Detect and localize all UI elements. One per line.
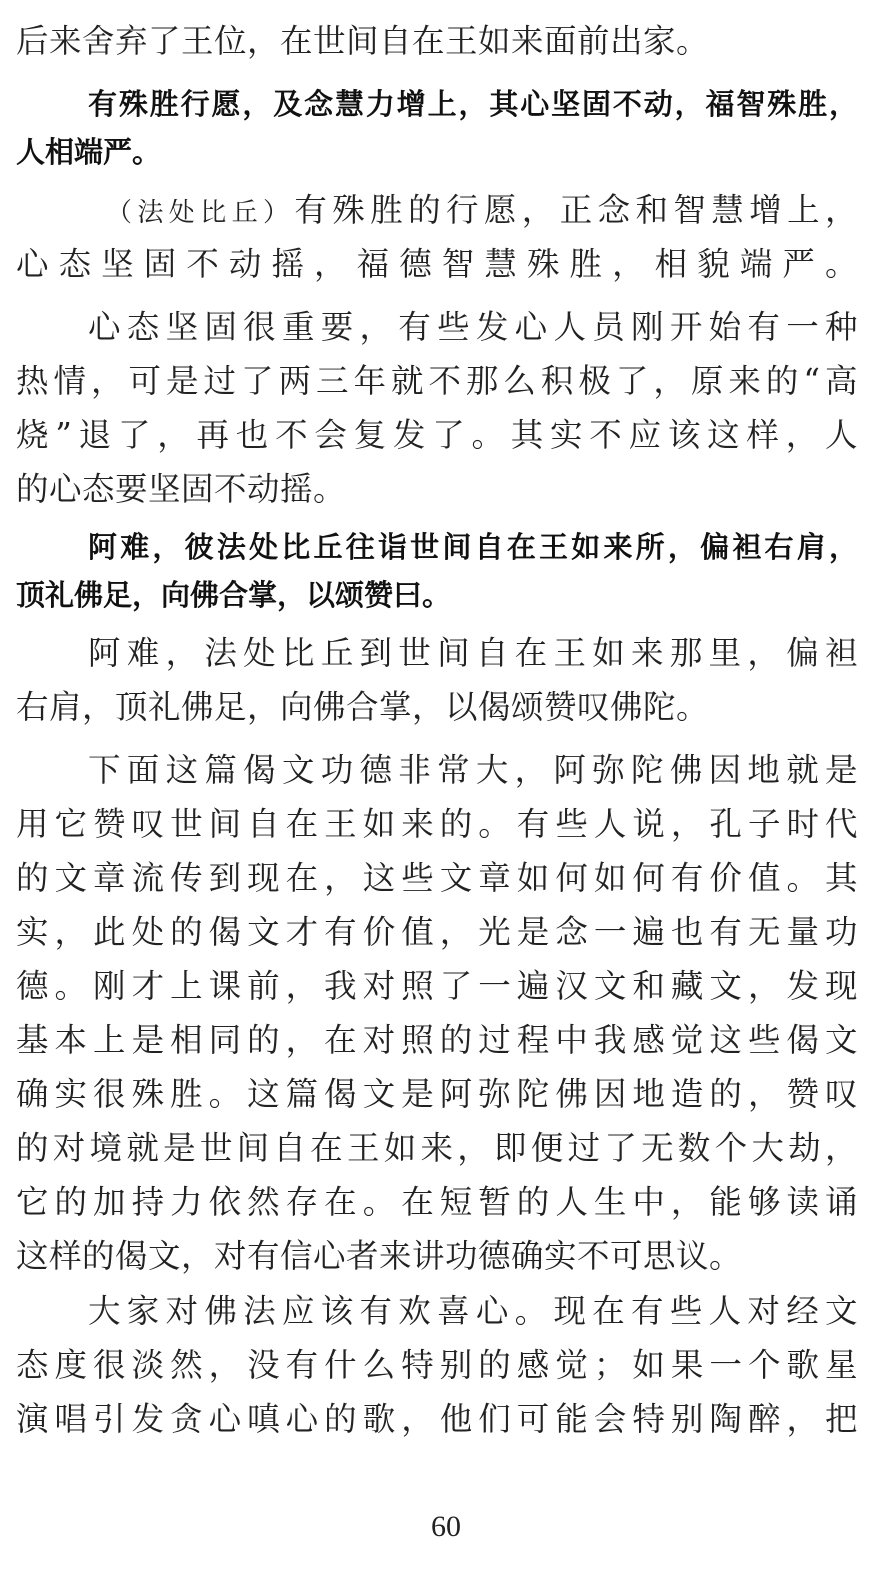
commentary-line: 德。刚才上课前，我对照了一遍汉文和藏文，发现	[16, 967, 858, 1005]
translation-line: 心态坚固不动摇，福德智慧殊胜，相貌端严。	[16, 245, 858, 283]
sutra-line: 人相端严。	[16, 135, 162, 169]
commentary-line: 确实很殊胜。这篇偈文是阿弥陀佛因地造的，赞叹	[16, 1075, 858, 1113]
speaker-note: （法处比丘）	[106, 198, 295, 228]
translation-line: 右肩，顶礼佛足，向佛合掌，以偈颂赞叹佛陀。	[16, 688, 710, 726]
commentary-line: 用它赞叹世间自在王如来的。有些人说，孔子时代	[16, 805, 858, 843]
translation-text: 有殊胜的行愿，正念和智慧增上，	[294, 191, 858, 229]
commentary-line: 这样的偈文，对有信心者来讲功德确实不可思议。	[16, 1237, 743, 1275]
commentary-line: 演唱引发贪心嗔心的歌，他们可能会特别陶醉，把	[16, 1400, 858, 1438]
translation-line	[16, 183, 858, 237]
commentary-line: 烧”退了，再也不会复发了。其实不应该这样，人	[16, 416, 858, 454]
commentary-line: 热情，可是过了两三年就不那么积极了，原来的“高	[16, 362, 858, 400]
book-page	[16, 0, 858, 1588]
sutra-line: 有殊胜行愿，及念慧力增上，其心坚固不动，福智殊胜，	[88, 87, 858, 121]
sutra-line: 顶礼佛足，向佛合掌，以颂赞曰。	[16, 578, 452, 612]
sutra-line: 阿难，彼法处比丘往诣世间自在王如来所，偏袒右肩，	[88, 530, 858, 564]
page-number: 60	[431, 1510, 461, 1543]
commentary-line: 心态坚固很重要，有些发心人员刚开始有一种	[88, 308, 858, 346]
commentary-line: 大家对佛法应该有欢喜心。现在有些人对经文	[88, 1292, 858, 1330]
commentary-line: 下面这篇偈文功德非常大，阿弥陀佛因地就是	[88, 751, 858, 789]
commentary-line: 后来舍弃了王位，在世间自在王如来面前出家。	[16, 22, 710, 60]
translation-line: 阿难，法处比丘到世间自在王如来那里，偏袒	[88, 634, 858, 672]
commentary-line: 实，此处的偈文才有价值，光是念一遍也有无量功	[16, 913, 858, 951]
commentary-line: 态度很淡然，没有什么特别的感觉；如果一个歌星	[16, 1346, 858, 1384]
commentary-line: 基本上是相同的，在对照的过程中我感觉这些偈文	[16, 1021, 858, 1059]
commentary-line: 的对境就是世间自在王如来，即便过了无数个大劫，	[16, 1129, 858, 1167]
commentary-line: 的文章流传到现在，这些文章如何如何有价值。其	[16, 859, 858, 897]
commentary-line: 它的加持力依然存在。在短暂的人生中，能够读诵	[16, 1183, 858, 1221]
commentary-line: 的心态要坚固不动摇。	[16, 470, 347, 508]
